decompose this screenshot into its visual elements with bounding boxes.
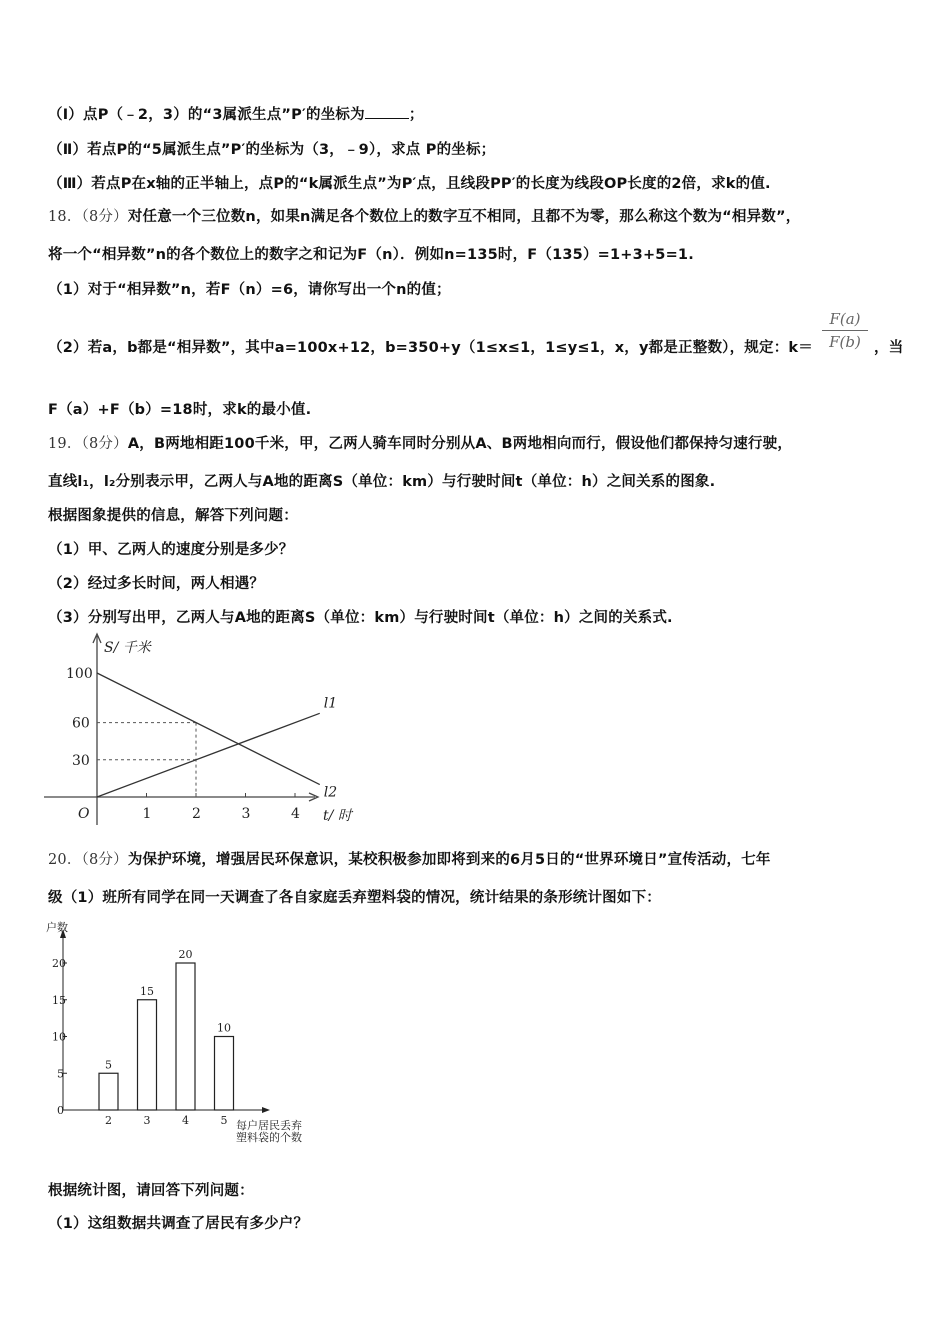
x-tick-label: 4 xyxy=(182,1114,189,1127)
bar xyxy=(215,1037,234,1111)
x-tick-label: 2 xyxy=(192,806,201,822)
line-text: （Ⅱ）若点P的“5属派生点”P′的坐标为（3，﹣9），求点 P的坐标； xyxy=(48,142,496,158)
y-tick-label: 0 xyxy=(57,1104,64,1117)
line-text: 为保护环境，增强居民环保意识，某校积极参加即将到来的6月5日的“世界环境日”宣传活动，七年 xyxy=(127,852,771,868)
line-text: （Ⅰ）点P（﹣2，3）的“3属派生点”P′的坐标为 xyxy=(48,107,365,123)
line-text: 级（1）班所有同学在同一天调查了各自家庭丢弃塑料袋的情况，统计结果的条形统计图如下： xyxy=(48,890,661,906)
bar-value-label: 5 xyxy=(105,1058,112,1072)
y-tick-label: 30 xyxy=(72,752,90,769)
line-text: （3）分别写出甲，乙两人与A地的距离S（单位：km）与行驶时间t（单位：h）之间的关系式. xyxy=(48,610,673,626)
line-text: 对任意一个三位数n，如果n满足各个数位上的数字互不相同，且都不为零，那么称这个数为“相异数”， xyxy=(127,209,801,225)
x-tick-label: 1 xyxy=(142,806,152,822)
x-tick-label: 4 xyxy=(291,806,300,822)
y-tick-label: 15 xyxy=(52,993,66,1007)
line-text: （1）甲、乙两人的速度分别是多少？ xyxy=(48,542,294,558)
line-text: 将一个“相异数”n的各个数位上的数字之和记为F（n）．例如n=135时，F（135）=1+3+5=1. xyxy=(48,247,694,263)
bar-value-label: 20 xyxy=(178,948,193,961)
x-axis-label: 塑料袋的个数 xyxy=(236,1131,302,1144)
line-text: （1）这组数据共调查了居民有多少户？ xyxy=(48,1216,309,1232)
x-axis-label: t/ 时 xyxy=(323,808,352,824)
x-axis-arrow-icon xyxy=(262,1107,270,1113)
y-tick-label: 60 xyxy=(72,715,90,732)
x-tick-label: 5 xyxy=(220,1114,228,1127)
line-text: F（a）+F（b）=18时，求k的最小值. xyxy=(48,402,312,418)
line-tail: ； xyxy=(408,107,424,123)
x-tick-label: 3 xyxy=(241,806,251,822)
series-line-l2 xyxy=(97,673,320,785)
origin-label: O xyxy=(78,806,90,822)
y-tick-label: 10 xyxy=(52,1030,66,1044)
y-axis-label: S/ 千米 xyxy=(104,640,151,656)
x-tick-label: 2 xyxy=(105,1114,112,1127)
line-text: （1）对于“相异数”n，若F（n）=6，请你写出一个n的值； xyxy=(48,282,451,298)
question-number: 19．（8分） xyxy=(48,436,128,452)
series-label: l2 xyxy=(323,784,338,801)
question-number: 18．（8分） xyxy=(48,209,128,225)
line-text: 根据图象提供的信息，解答下列问题： xyxy=(48,508,298,524)
question-number: 20．（8分） xyxy=(48,852,128,868)
x-tick-label: 3 xyxy=(143,1114,151,1127)
x-axis-label: 每户居民丢弃 xyxy=(236,1119,302,1132)
series-line-l1 xyxy=(97,713,320,797)
bar-value-label: 15 xyxy=(140,984,154,998)
line-text: 直线l₁，l₂分别表示甲，乙两人与A地的距离S（单位：km）与行驶时间t（单位：h）之间关系的图象. xyxy=(48,474,716,490)
bar xyxy=(99,1073,118,1110)
y-tick-label: 5 xyxy=(57,1067,64,1081)
bar xyxy=(138,1000,157,1110)
fraction-numerator: F(a) xyxy=(822,310,868,331)
line-tail: ，当 xyxy=(874,340,904,356)
bar xyxy=(176,963,195,1110)
line-text: 根据统计图，请回答下列问题： xyxy=(48,1183,254,1199)
line-text: （2）若a，b都是“相异数”，其中a=100x+12，b=350+y（1≤x≤1，1≤y≤1，x，y都是正整数），规定：k＝ xyxy=(48,340,813,356)
line-text: A，B两地相距100千米，甲，乙两人骑车同时分别从A、B两地相向而行，假设他们都保持匀速行驶， xyxy=(127,436,793,452)
y-tick-label: 20 xyxy=(52,957,66,970)
series-label: l1 xyxy=(323,695,338,712)
bar-value-label: 10 xyxy=(217,1021,231,1035)
fraction-denominator: F(b) xyxy=(829,333,861,351)
y-tick-label: 100 xyxy=(66,666,93,682)
line-text: （Ⅲ）若点P在x轴的正半轴上，点P的“k属派生点”为P′点，且线段PP′的长度为线段OP长度的2倍，求k的值. xyxy=(48,176,771,192)
line-text: （2）经过多长时间，两人相遇？ xyxy=(48,576,265,592)
y-axis-label: 户数 xyxy=(46,921,68,934)
